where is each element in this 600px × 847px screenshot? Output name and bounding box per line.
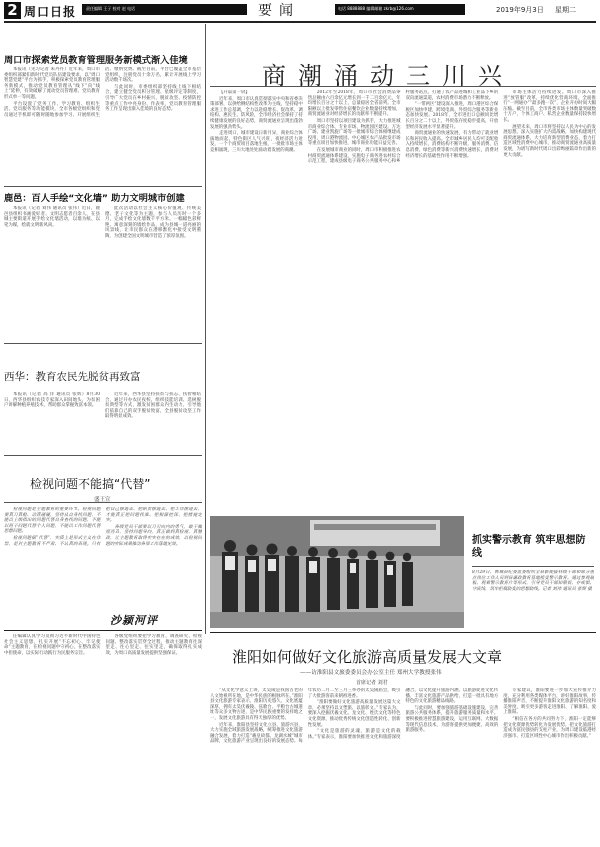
issue-date: 2019年9月3日 — [496, 6, 544, 14]
article2-title: 鹿邑：百人手绘“文化墙” 助力文明城市创建 — [4, 193, 185, 204]
bottom-paragraph: 专家建议，淮阳要进一步加大宣传推介力度，充分利用各类媒体平台，讲好淮阳故事，传播淮阳声音，不断提升淮阳文化旅游的知名度和美誉度，吸引更多游客走进淮阳、了解淮阳、爱上淮阳。 — [503, 688, 596, 716]
commentary-column-logo: 沙颍河评 — [110, 614, 158, 627]
article2-paragraph: 本报讯（记者 刘伟 通讯员 张伟）近日，鹿邑县组织书画爱好者、文明志愿者百余人，在县城主要街道开展手绘文化墙活动，以墙为纸、以笔为媒，绘就文明新风尚。 — [4, 206, 100, 228]
header-rule — [4, 21, 596, 23]
main-paragraph: 商贸流通业的快速发展，有力带动了就业增长和居民收入提高。全市城乡居民人均可支配收入持续增长，消费结构不断升级，服务消费、信息消费、绿色消费等新兴消费快速增长，消费对经济增长的基础性作用不断增强。 — [405, 131, 499, 159]
article2-paragraph: 此次活动以社会主义核心价值观、传统美德、老子文化等为主题，参与人员历时一个多月，完成手绘文化墙数千平方米。一幅幅色彩鲜艳、寓意深刻的墙绘作品，成为县城一道亮丽的风景线，让市民群众在潜移默化中接受文明熏陶，为创建全国文明城市营造了浓厚氛围。 — [105, 206, 201, 239]
bottom-article-title: 淮阳如何做好文化旅游高质量发展大文章 — [232, 648, 503, 666]
bottom-left-body — [4, 634, 202, 840]
commentary-paragraph: 检视问题是主题教育的重要环节。检视问题要真刀真枪、动真碰硬，坚持从自身找问题，不能以上级指出的问题代替自身查找的问题，不能以班子问题代替个人问题，不能以工作问题代替思想问题。 — [4, 507, 101, 535]
commentary-title: 检视问题不能搞“代替” — [30, 477, 151, 491]
main-paragraph: 【开篇第一屏】 — [219, 90, 250, 95]
commentary-paragraph: 各级党员干部要以刀刃向内的勇气，敢于揭短亮丑，坚持问题导向，真正做到真检视、真整改，让主题教育取得实实在在的成效，以检视问题的实际成果推动各项工作落地见效。 — [105, 524, 202, 547]
main-title-rule — [210, 86, 596, 87]
commentary-paragraph: 检视问题搞“代替”，实质上是形式主义在作祟，是对主题教育不严肃、不认真的表现。只有把自己摆进去、把职责摆进去、把工作摆进去，才能真正把问题找准、把根源挖深、把措施定实。 — [4, 507, 202, 547]
divider — [4, 455, 202, 456]
bottom-paragraph: 与此同时，要加强旅游基础设施建设，完善旅游公共服务体系，提升旅游服务质量和水平。要积极推进智慧旅游建设，运用互联网、大数据等现代信息技术，为游客提供更加便捷、高效的旅游服务。 — [405, 705, 499, 734]
section-title: 要闻 — [258, 3, 300, 19]
bottom-paragraph: “从文化学意义上讲，太昊陵是我国古老的人文始祖所在地，是中华民族的根脉所在。”淮阳县文化旅游专家表示，淮阳历史悠久、文化底蕴深厚，拥有太昊伏羲陵、弦歌台、平粮台古城遗址等众多文物古迹，是中华民族重要的发祥地之一，发展文化旅游具有得天独厚的优势。 — [210, 688, 303, 721]
bottom-paragraph: “文化是旅游的灵魂，旅游是文化的载体。”专家表示，淮阳要加快推进文化和旅游深度融合，以文化提升旅游内涵，以旅游促进文化传播，丰富文化旅游产品供给，打造一批具有地方特色的文化旅游精品线路。 — [307, 688, 499, 740]
main-paragraph: “一带两区”建设深入推进，周口港区综合保税区加快申建，跨境电商、外贸综合服务等新业态加快发展。2018年，全市进出口总额同比增长百分之二十以上，外贸依存度稳步提高，开放型经济发展水平显著提升。 — [405, 102, 499, 130]
article3-paragraph: 近年来，西华县坚持扶贫与扶志、扶智相结合，通过开办农民夜校、组织技能培训、选树脱贫典型等方式，激发贫困群众内生动力，引导他们依靠自己的双手脱贫致富，全县脱贫攻坚工作取得明显成效。 — [105, 392, 201, 420]
news-photo — [210, 516, 464, 628]
main-paragraph: 近年来，周口市认真贯彻落实中央和省委决策部署，以供给侧结构性改革为主线，坚持稳中求进工作总基调，全力以赴稳增长、促改革、调结构、惠民生、防风险，全市经济社会保持了持续健康发展的良好态势，商贸流通业呈现出蓬勃发展的强劲势头。 — [210, 96, 303, 130]
commentary-box — [4, 502, 202, 611]
article3-title: 西华：教育农民先脱贫再致富 — [4, 371, 141, 383]
article3-body — [4, 392, 201, 452]
article2-body — [4, 206, 201, 338]
article3-paragraph: 本报讯（记者 高 洋 通讯员 张辉）8月30日，西华县组织农技专家深入田间地头，为贫困户讲解种植养殖技术，帮助群众掌握致富本领。 — [4, 392, 100, 409]
article1-paragraph: 与此同时，市委组织部坚持线上线下相结合，建立健全党员积分管理、星级评定等制度，引导广大党员在乡村振兴、脱贫攻坚、疫情防控等重点工作中亮身份、作表率，党员教育管理服务工作呈现出渐入佳境的良好态势。 — [105, 84, 201, 113]
issue-weekday: 星期二 — [555, 6, 576, 14]
bottom-paragraph: 近年来，淮阳县坚持文化立县、旅游兴县，大力实施全域旅游发展战略，统筹推进文化旅游融合发展，着力打造“羲皇故都、龙湖水城”城市品牌，文化旅游产业呈现出良好的发展态势。每年农历二月二至三月三举办的太昊陵庙会，吸引了大批游客前来朝祖进香。 — [210, 688, 401, 745]
article1-paragraph: 平台设置了党务工作、学习教育、组织生活、党员服务等功能模块，全市各级党组织和党员通过手机即可随时随地参加学习、开展组织生活、缴纳党费。截至目前，平台已覆盖全市基层党组织，注册党员十余万名，累计开展线上学习活动数千场次。 — [4, 67, 201, 118]
caption-rule — [472, 566, 594, 567]
article1-title: 周口市探索党员教育管理服务新模式渐入佳境 — [4, 55, 188, 66]
bottom-paragraph: “相信在各方的共同努力下，淮阳一定能够把文化资源优势转化为发展优势，把文化旅游打造成为富民强县的支柱产业，为周口建设临港经济强市、打造区域性中心城市作出积极贡献。” — [503, 716, 596, 739]
divider — [4, 186, 202, 187]
main-article-title: 商潮涌动三川兴 — [262, 62, 514, 90]
page-number-box: 2 — [4, 2, 21, 19]
editor-line: 责任编辑 王子 校对 赵 电话 — [86, 6, 136, 11]
photo-caption-body: 8月29日，郸城县纪委监委组织全县新提拔科级干部和部分重点岗位工作人员到县廉政教育基地接受警示教育。通过参观展板、观看警示教育片等形式，引导党员干部知敬畏、存戒惧、守底线，筑牢拒腐防变的思想防线。记者 刘伟 通讯员 张辉 摄 — [472, 570, 594, 592]
bottom-left-paragraph: 各级党组织要把学习教育、调查研究、检视问题、整改落实贯穿全过程，推动主题教育往深里走、往心里走、往实里走，确保取得扎实成效，为周口高质量发展提供坚强保证。 — [105, 634, 202, 656]
main-article-body — [210, 90, 596, 514]
main-paragraph: 市场主体活力持续迸发。周口市深入推进“放管服”改革，持续优化营商环境，全面推行“一网通办”“最多跑一次”，企业开办时间大幅压缩。截至目前，全市各类市场主体数量突破数十万户，个体工商户、私营企业数量保持较快增长。 — [503, 90, 596, 123]
main-paragraph: 周口市坚持以项目建设为抓手，大力推进城市商业综合体、专业市场、物流园区建设。万达广场、建业凯旋广场等一批城市综合体相继建成投用，周口港物流园、中心城区农产品批发市场等重点项目加快推进，城市商业功能日益完善。 — [307, 118, 401, 147]
main-paragraph: 2012年至2018年，周口市社会消费品零售总额由六百余亿元增长到一千二百余亿元，年均增长百分之十以上，总量稳居全省前列。全市限额以上批发零售住宿餐饮企业数量持续增加，商贸流通业对经济增长的贡献率不断提升。 — [307, 90, 401, 118]
email-line: 电话 8888888 编辑邮箱 zkrb@126.com — [338, 6, 414, 11]
bottom-article-body — [210, 688, 596, 842]
photo-caption-title: 抓实警示教育 筑牢思想防线 — [472, 535, 586, 559]
bottom-article-top-rule — [210, 632, 596, 633]
bottom-left-paragraph: 任编辑认真学习贯彻习近平新时代中国特色社会主义思想，扎实开展“不忘初心、牢记使命”主题教育，在检视问题中守初心，在整改落实中担使命，以实际行动践行为民服务宗旨。 — [4, 634, 101, 656]
main-paragraph: 在发展城市商业的同时，周口市积极推进农村商贸流通体系建设，实施电子商务进农村综合示范工程，建成县级电子商务公共服务中心和乡村服务站点，打通了农产品进城和工业品下乡的双向流通渠道，农村消费市场潜力不断释放。 — [307, 90, 499, 165]
news-photo-image — [210, 516, 464, 628]
divider — [4, 630, 202, 631]
article1-paragraph: 本报讯（见习记者 朱丹丹）近年来，周口市委组织部紧扣新时代党员队伍建设要求，以“周口智慧党建”平台为抓手，积极探索党员教育管理服务新模式，推动党员教育管理从“线下”向“线上”延伸，有效破解了流动党员管理难、党员教育形式单一等问题。 — [4, 67, 100, 100]
left-column-divider — [205, 24, 206, 634]
bottom-article-subtitle: ——访淮阳县文旅委委员会办公室主任 郑州大学教授张伟 — [300, 670, 442, 676]
paper-name: 周口日报 — [24, 5, 77, 19]
article1-body — [4, 67, 201, 183]
bottom-article-byline: 首席记者 刘君 — [356, 680, 388, 686]
main-paragraph: 展望未来，周口市将坚持以人民为中心的发展思想，深入实施扩大内需战略，加快构建现代商贸流通体系，大力培育新型消费业态，着力打造区域性消费中心城市，推动商贸流通业高质量发展，为谱写新时代周口出彩绚丽篇章作出新的更大贡献。 — [503, 124, 596, 158]
main-paragraph: 走进周口，城市建设日新月异，商业综合体拔地而起，特色街区人气兴旺，夜经济活力迸发，一个个商贸项目落地生根，一批批市场主体竞相涌现，三川大地处处涌动着发展的商潮。 — [210, 131, 303, 153]
bottom-paragraph: “淮阳要做好文化旅游高质量发展这篇大文章，必须坚持以文塑旅、以旅彰文。”专家认为，要深入挖掘伏羲文化、龙文化、姓氏文化等特色文化资源，推动优秀传统文化创造性转化、创新性发展。 — [307, 700, 401, 728]
commentary-author: 盛王宣 — [94, 497, 111, 503]
divider — [4, 343, 202, 344]
